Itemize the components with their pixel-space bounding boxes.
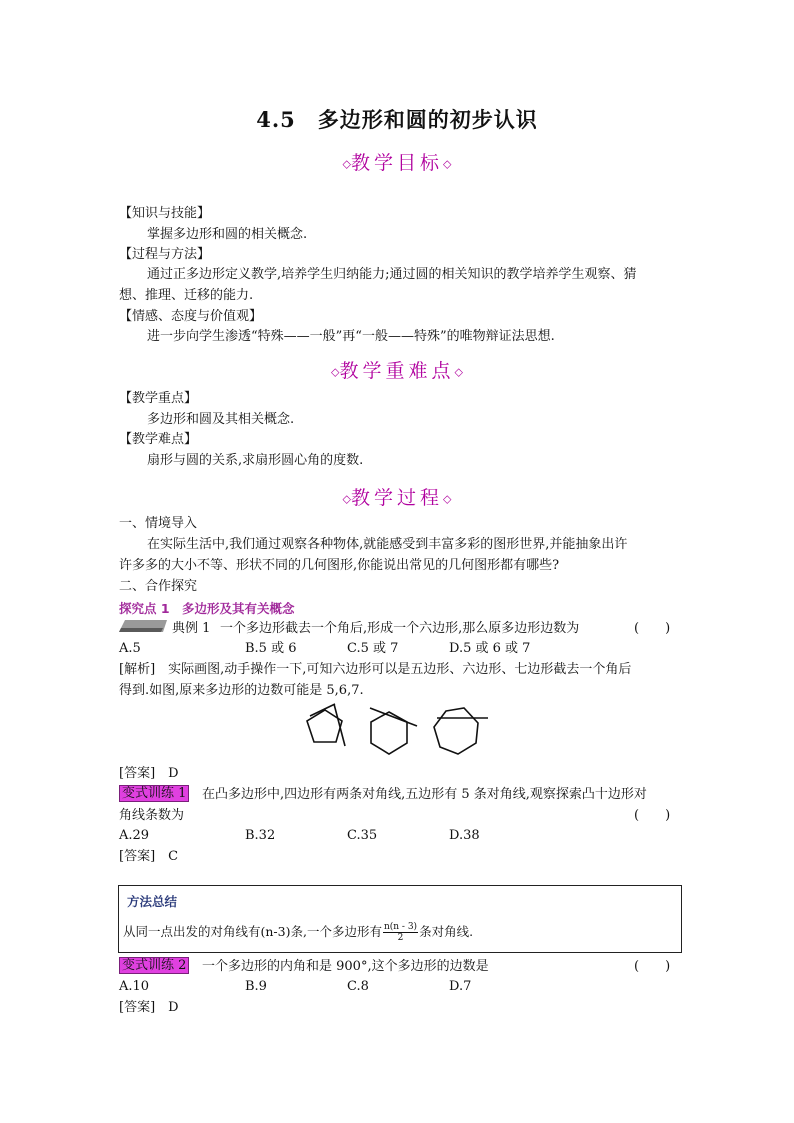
method-summary-box <box>118 885 682 953</box>
example1-label: 典例 1 <box>172 621 211 636</box>
example1-paren: ( ) <box>634 621 671 636</box>
focus-label: 【教学重点】 <box>119 391 198 406</box>
intro-heading: 一、情境导入 <box>119 516 198 531</box>
section-heading-goals <box>0 148 794 175</box>
section-heading-key-points <box>0 356 794 383</box>
example1-option-c: C.5 或 7 <box>347 641 399 656</box>
formula-denominator: 2 <box>397 933 404 943</box>
explore-heading: 二、合作探究 <box>119 579 198 594</box>
drill1-row <box>119 785 189 802</box>
difficulty-label: 【教学难点】 <box>119 432 198 447</box>
diamond-icon: ◇ <box>443 492 452 506</box>
formula-numerator: n(n - 3) <box>383 922 418 932</box>
method-summary-text <box>123 922 473 943</box>
answer-1: [答案] D <box>119 766 179 781</box>
knowledge-label: 【知识与技能】 <box>119 206 211 221</box>
analysis-text-1: [解析] 实际画图,动手操作一下,可知六边形可以是五边形、六边形、七边形截去一个角后 <box>119 662 632 677</box>
diamond-icon: ◇ <box>454 365 463 379</box>
process-method-label: 【过程与方法】 <box>119 247 211 262</box>
process-method-text-1: 通过正多边形定义教学,培养学生归纳能力;通过圆的相关知识的教学培养学生观察、猜 <box>147 267 637 282</box>
drill1-label: 变式训练 1 <box>119 785 189 802</box>
point1-title: 探究点 1 多边形及其有关概念 <box>119 601 295 616</box>
drill2-option-c: C.8 <box>347 979 369 994</box>
diamond-icon: ◇ <box>342 157 351 171</box>
pentagon-shape <box>307 704 345 746</box>
diamond-icon: ◇ <box>443 157 452 171</box>
drill1-option-c: C.35 <box>347 828 378 843</box>
emotion-text: 进一步向学生渗透“特殊——一般”再“一般——特殊”的唯物辩证法思想. <box>147 329 555 344</box>
section-heading-process-text: 教学过程 <box>350 487 443 509</box>
diamond-icon: ◇ <box>331 365 340 379</box>
emotion-label: 【情感、态度与价值观】 <box>119 309 263 324</box>
page-title: 4.5 多边形和圆的初步认识 <box>256 107 538 132</box>
section-heading-process <box>0 483 794 510</box>
drill2-option-a: A.10 <box>119 979 150 994</box>
heptagon-shape <box>434 708 488 754</box>
hexagon-shape <box>370 708 417 754</box>
intro-text-2: 许多多的大小不等、形状不同的几何图形,你能说出常见的几何图形都有哪些? <box>119 558 560 573</box>
section-heading-goals-text: 教学目标 <box>350 152 443 174</box>
example1-option-b: B.5 或 6 <box>245 641 297 656</box>
method-summary-title: 方法总结 <box>127 894 178 909</box>
drill2-text: 一个多边形的内角和是 900°,这个多边形的边数是 <box>202 959 489 974</box>
drill1-paren: ( ) <box>634 808 671 823</box>
method-text-a: 从同一点出发的对角线有(n-3)条,一个多边形有 <box>123 924 382 939</box>
drill2-paren: ( ) <box>634 959 671 974</box>
example1-option-d: D.5 或 6 或 7 <box>449 641 531 656</box>
drill2-option-b: B.9 <box>245 979 267 994</box>
drill2-option-d: D.7 <box>449 979 472 994</box>
drill1-text-2: 角线条数为 <box>119 808 185 823</box>
difficulty-text: 扇形与圆的关系,求扇形圆心角的度数. <box>147 453 364 468</box>
diagonal-formula <box>383 922 418 943</box>
example1-question: 一个多边形截去一个角后,形成一个六边形,那么原多边形边数为 <box>220 621 580 636</box>
focus-text: 多边形和圆及其相关概念. <box>147 412 295 427</box>
diamond-icon: ◇ <box>342 492 351 506</box>
drill2-row <box>119 957 189 974</box>
drill1-option-b: B.32 <box>245 828 276 843</box>
polygon-figure <box>298 700 498 762</box>
knowledge-text: 掌握多边形和圆的相关概念. <box>147 227 308 242</box>
analysis-text-2: 得到.如图,原来多边形的边数可能是 5,6,7. <box>119 683 364 698</box>
section-heading-key-points-text: 教学重难点 <box>339 360 455 382</box>
drill1-text-1: 在凸多边形中,四边形有两条对角线,五边形有 5 条对角线,观察探索凸十边形对 <box>202 787 647 802</box>
method-text-b: 条对角线. <box>419 924 474 939</box>
drill1-option-a: A.29 <box>119 828 150 843</box>
intro-text-1: 在实际生活中,我们通过观察各种物体,就能感受到丰富多彩的图形世界,并能抽象出许 <box>147 537 628 552</box>
example-tag-icon <box>119 620 167 632</box>
process-method-text-2: 想、推理、迁移的能力. <box>119 288 254 303</box>
answer-3: [答案] D <box>119 1000 179 1015</box>
drill2-label: 变式训练 2 <box>119 957 189 974</box>
example1-option-a: A.5 <box>119 641 141 656</box>
drill1-option-d: D.38 <box>449 828 480 843</box>
answer-2: [答案] C <box>119 849 179 864</box>
